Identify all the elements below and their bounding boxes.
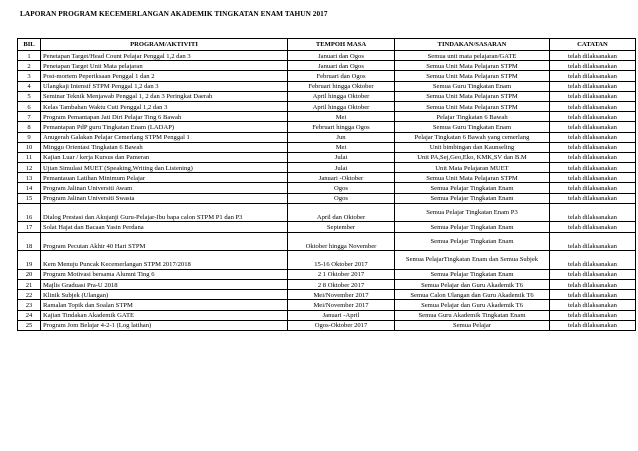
cell-catatan: telah dilaksanakan — [550, 203, 636, 222]
cell-tindakan: Semua unit mata pelajaran/GATE — [395, 51, 550, 61]
cell-catatan: telah dilaksanakan — [550, 91, 636, 101]
cell-bil: 7 — [18, 112, 41, 122]
table-row — [18, 51, 636, 61]
cell-bil: 22 — [18, 290, 41, 300]
table-row — [18, 122, 636, 132]
cell-bil: 3 — [18, 71, 41, 81]
cell-program: Program Pecutan Akhir 40 Hari STPM — [41, 232, 288, 251]
cell-tempoh: Jun — [288, 132, 395, 142]
table-row — [18, 251, 636, 270]
cell-program: Seminar Teknik Menjawab Penggal 1, 2 dan 3 Peringkat Daerah — [41, 91, 288, 101]
cell-catatan: telah dilaksanakan — [550, 290, 636, 300]
cell-program: Program Motivasi bersama Alumni Ting 6 — [41, 269, 288, 279]
cell-bil: 12 — [18, 163, 41, 173]
cell-catatan: telah dilaksanakan — [550, 142, 636, 152]
cell-tempoh: Februari dan Ogos — [288, 71, 395, 81]
table-row — [18, 232, 636, 251]
table-row — [18, 193, 636, 203]
cell-tindakan: Pelajar Tingkatan 6 Bawah yang cemerlang — [395, 132, 550, 142]
cell-catatan: telah dilaksanakan — [550, 163, 636, 173]
table-row — [18, 101, 636, 111]
table-row — [18, 163, 636, 173]
cell-tempoh: Julai — [288, 152, 395, 162]
cell-catatan: telah dilaksanakan — [550, 51, 636, 61]
cell-program: Ulangkaji Intensif STPM Penggal 1,2 dan 3 — [41, 81, 288, 91]
cell-program: Post-mortem Peperiksaan Penggal 1 dan 2 — [41, 71, 288, 81]
table-row — [18, 71, 636, 81]
table-row — [18, 91, 636, 101]
cell-tindakan: Semua Pelajar dan Guru Akademik T6 — [395, 279, 550, 289]
cell-bil: 6 — [18, 101, 41, 111]
cell-bil: 4 — [18, 81, 41, 91]
cell-bil: 1 — [18, 51, 41, 61]
cell-catatan: telah dilaksanakan — [550, 222, 636, 232]
cell-catatan: telah dilaksanakan — [550, 320, 636, 330]
cell-catatan: telah dilaksanakan — [550, 81, 636, 91]
cell-catatan: telah dilaksanakan — [550, 71, 636, 81]
cell-tindakan: Semua Unit Mata Pelajaran STPM — [395, 91, 550, 101]
cell-tempoh: Januari dan Ogos — [288, 61, 395, 71]
table-row — [18, 279, 636, 289]
table-row — [18, 320, 636, 330]
cell-catatan: telah dilaksanakan — [550, 101, 636, 111]
cell-program: Kajian Luar / kerja Kursus dan Pameran — [41, 152, 288, 162]
cell-tempoh: Mei/November 2017 — [288, 300, 395, 310]
table-row — [18, 203, 636, 222]
cell-tempoh: September — [288, 222, 395, 232]
cell-catatan: telah dilaksanakan — [550, 183, 636, 193]
cell-program: Ramalan Topik dan Soalan STPM — [41, 300, 288, 310]
cell-program: Minggu Orientasi Tingkatan 6 Bawah — [41, 142, 288, 152]
cell-bil: 8 — [18, 122, 41, 132]
cell-tindakan: Pelajar Tingkatan 6 Bawah — [395, 112, 550, 122]
cell-catatan: telah dilaksanakan — [550, 310, 636, 320]
cell-bil: 20 — [18, 269, 41, 279]
cell-tempoh: Januari dan Ogos — [288, 51, 395, 61]
cell-tindakan: Semua Guru Tingkatan Enam — [395, 122, 550, 132]
cell-tindakan: Semua Unit Mata Pelajaran STPM — [395, 173, 550, 183]
table-row — [18, 300, 636, 310]
column-header-tempoh: TEMPOH MASA — [288, 39, 395, 51]
cell-tempoh: Januari -April — [288, 310, 395, 320]
cell-bil: 24 — [18, 310, 41, 320]
cell-tindakan: Semua Guru Tingkatan Enam — [395, 81, 550, 91]
cell-tempoh: Mei — [288, 142, 395, 152]
cell-tindakan: Unit Mata Pelajaran MUET — [395, 163, 550, 173]
cell-program: Program Pemantapan Jati Diri Pelajar Ting 6 Bawah — [41, 112, 288, 122]
cell-tindakan: Semua Pelajar Tingkatan Enam — [395, 222, 550, 232]
cell-program: Pemantauan Latihan Minimum Pelajar — [41, 173, 288, 183]
cell-program: Anugerah Galakan Pelajar Cemerlang STPM Penggal 1 — [41, 132, 288, 142]
cell-tindakan: Semua Pelajar Tingkatan Enam P3 — [395, 203, 550, 222]
column-header-tindakan: TINDAKAN/SASARAN — [395, 39, 550, 51]
column-header-bil: BIL — [18, 39, 41, 51]
cell-catatan: telah dilaksanakan — [550, 152, 636, 162]
cell-tempoh: 15-16 Oktober 2017 — [288, 251, 395, 270]
cell-tindakan: Unit PA,Sej,Geo,Eko, KMK,SV dan B.M — [395, 152, 550, 162]
table-row — [18, 112, 636, 122]
cell-tempoh: April hingga Oktober — [288, 91, 395, 101]
cell-tempoh: Oktober hingga November — [288, 232, 395, 251]
cell-bil: 15 — [18, 193, 41, 203]
cell-program: Kem Menuju Puncak Kecemerlangan STPM 2017/2018 — [41, 251, 288, 270]
cell-bil: 14 — [18, 183, 41, 193]
cell-tindakan: Semua Guru Akademik Tingkatan Enam — [395, 310, 550, 320]
table-row — [18, 173, 636, 183]
cell-tempoh: April hingga Oktober — [288, 101, 395, 111]
cell-bil: 10 — [18, 142, 41, 152]
cell-tempoh: Februari hingga Oktober — [288, 81, 395, 91]
cell-tindakan: Semua Pelajar Tingkatan Enam — [395, 232, 550, 251]
cell-bil: 5 — [18, 91, 41, 101]
cell-tindakan: Unit bimbingan dan Kaunseling — [395, 142, 550, 152]
cell-bil: 21 — [18, 279, 41, 289]
cell-bil: 17 — [18, 222, 41, 232]
cell-tempoh: Julai — [288, 163, 395, 173]
cell-program: Ujian Simulasi MUET (Speaking,Writing dan Listening) — [41, 163, 288, 173]
cell-tempoh: Ogos — [288, 193, 395, 203]
cell-tempoh: Januari -Oktober — [288, 173, 395, 183]
report-title: LAPORAN PROGRAM KECEMERLANGAN AKADEMIK TINGKATAN ENAM TAHUN 2017 — [20, 9, 328, 18]
cell-tindakan: Semua Unit Mata Pelajaran STPM — [395, 61, 550, 71]
cell-bil: 11 — [18, 152, 41, 162]
cell-tempoh: Ogos — [288, 183, 395, 193]
cell-tempoh: 2 1 Oktober 2017 — [288, 269, 395, 279]
table-row — [18, 142, 636, 152]
cell-tindakan: Semua Calon Ulangan dan Guru Akademik T6 — [395, 290, 550, 300]
cell-catatan: telah dilaksanakan — [550, 173, 636, 183]
cell-program: Program Jalinan Universiti Awam — [41, 183, 288, 193]
cell-tempoh: Mei — [288, 112, 395, 122]
table-row — [18, 132, 636, 142]
column-header-program: PROGRAM/AKTIVITI — [41, 39, 288, 51]
table-row — [18, 290, 636, 300]
cell-catatan: telah dilaksanakan — [550, 279, 636, 289]
cell-tempoh: April dan Oktober — [288, 203, 395, 222]
cell-catatan: telah dilaksanakan — [550, 251, 636, 270]
cell-catatan: telah dilaksanakan — [550, 232, 636, 251]
column-header-catatan: CATATAN — [550, 39, 636, 51]
table-row — [18, 183, 636, 193]
cell-tindakan: Semua Pelajar Tingkatan Enam — [395, 183, 550, 193]
cell-tindakan: Semua Unit Mata Pelajaran STPM — [395, 101, 550, 111]
cell-tindakan: Semua Pelajar dan Guru Akademik T6 — [395, 300, 550, 310]
cell-catatan: telah dilaksanakan — [550, 269, 636, 279]
cell-bil: 18 — [18, 232, 41, 251]
cell-program: Klinik Subjek (Ulangan) — [41, 290, 288, 300]
table-body — [18, 51, 636, 331]
cell-program: Program Jom Belajar 4-2-1 (Log latihan) — [41, 320, 288, 330]
cell-tempoh: Mei/November 2017 — [288, 290, 395, 300]
table-row — [18, 152, 636, 162]
table-row — [18, 269, 636, 279]
table-row — [18, 61, 636, 71]
cell-tindakan: Semua Pelajar Tingkatan Enam — [395, 193, 550, 203]
cell-tindakan: Semua Pelajar — [395, 320, 550, 330]
cell-tindakan: Semua Pelajar Tingkatan Enam — [395, 269, 550, 279]
cell-catatan: telah dilaksanakan — [550, 300, 636, 310]
cell-bil: 13 — [18, 173, 41, 183]
cell-catatan: telah dilaksanakan — [550, 193, 636, 203]
table-header-row — [18, 39, 636, 51]
cell-program: Penetapan Target Unit Mata pelajaran — [41, 61, 288, 71]
cell-program: Solat Hajat dan Bacaan Yasin Perdana — [41, 222, 288, 232]
cell-program: Program Jalinan Universiti Swasta — [41, 193, 288, 203]
cell-bil: 16 — [18, 203, 41, 222]
cell-program: Dialog Prestasi dan Akujanji Guru-Pelajar-Ibu bapa calon STPM P1 dan P3 — [41, 203, 288, 222]
cell-catatan: telah dilaksanakan — [550, 61, 636, 71]
program-table — [17, 38, 636, 331]
cell-tindakan: Semua PelajarTingkatan Enam dan Semua Subjek — [395, 251, 550, 270]
cell-tindakan: Semua Unit Mata Pelajaran STPM — [395, 71, 550, 81]
cell-program: Kelas Tambahan Waktu Cuti Penggal 1,2 dan 3 — [41, 101, 288, 111]
cell-program: Pemantapan PdP guru Tingkatan Enam (LADAP) — [41, 122, 288, 132]
cell-tempoh: Februari hingga Ogos — [288, 122, 395, 132]
cell-bil: 19 — [18, 251, 41, 270]
cell-bil: 2 — [18, 61, 41, 71]
cell-bil: 25 — [18, 320, 41, 330]
table-row — [18, 222, 636, 232]
cell-bil: 23 — [18, 300, 41, 310]
cell-catatan: telah dilaksanakan — [550, 122, 636, 132]
table-row — [18, 81, 636, 91]
cell-tempoh: 2 8 Oktober 2017 — [288, 279, 395, 289]
cell-program: Penetapan Target/Head Count Pelajar Penggal 1,2 dan 3 — [41, 51, 288, 61]
cell-program: Kajian Tindakan Akademik GATE — [41, 310, 288, 320]
cell-bil: 9 — [18, 132, 41, 142]
cell-program: Majlis Graduasi Pra-U 2018 — [41, 279, 288, 289]
cell-tempoh: Ogos-Oktober 2017 — [288, 320, 395, 330]
table-row — [18, 310, 636, 320]
cell-catatan: telah dilaksanakan — [550, 132, 636, 142]
cell-catatan: telah dilaksanakan — [550, 112, 636, 122]
